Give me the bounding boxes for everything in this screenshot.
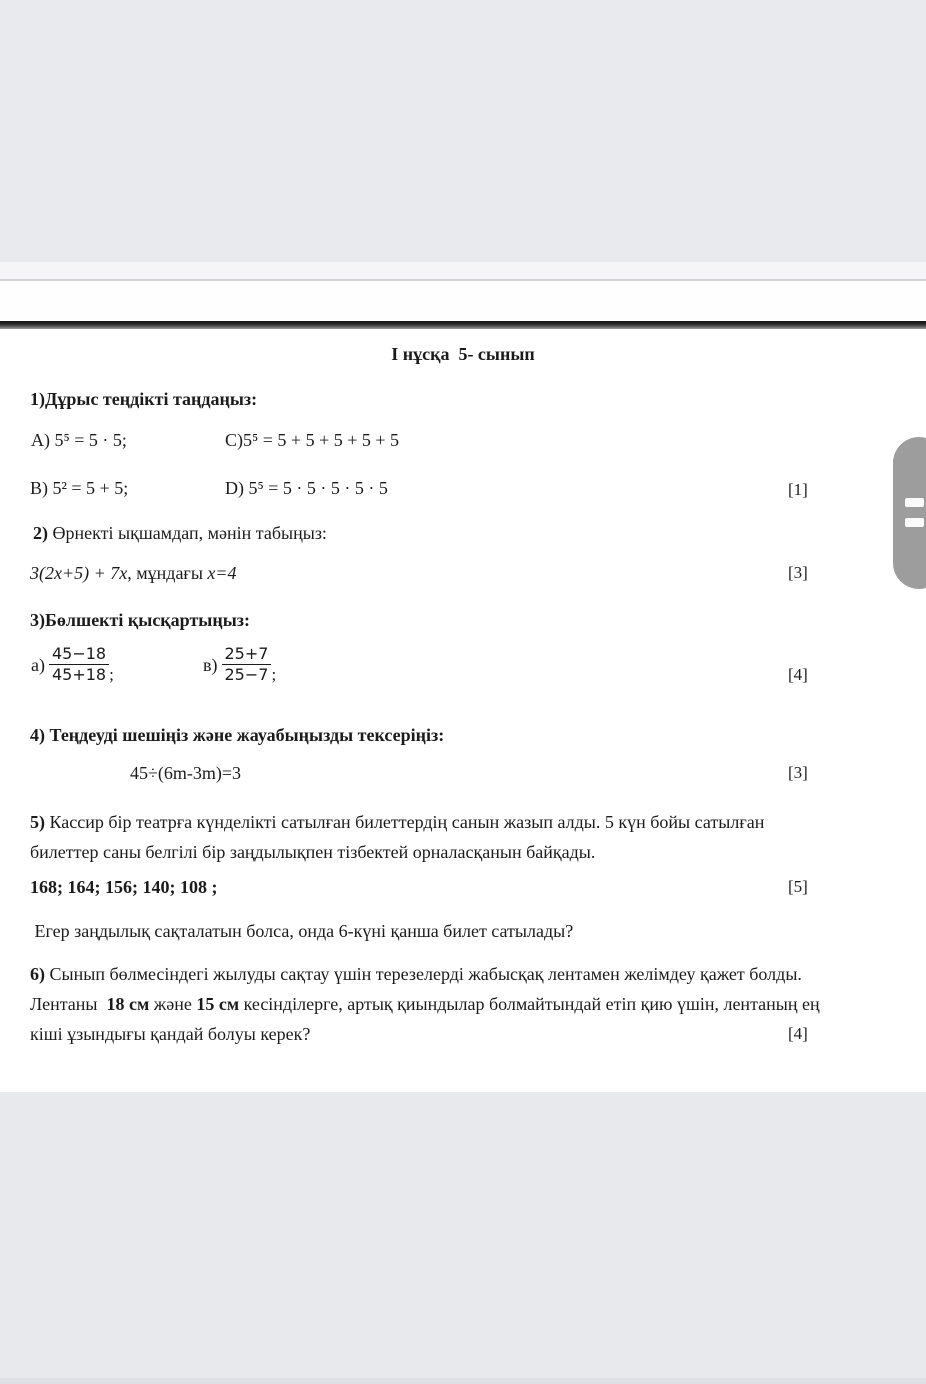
- drag-handle-icon: [905, 498, 924, 507]
- question-6-line2-mid: және: [149, 994, 197, 1014]
- question-4-header: 4) Теңдеуді шешіңіз және жауабыңызды тексеріңіз:: [30, 725, 445, 745]
- option-d-equation: 5⁵ = 5 · 5 · 5 · 5 · 5: [248, 478, 388, 498]
- option-d-label: D): [225, 478, 249, 498]
- fraction-b-numerator: 25+7: [224, 644, 269, 663]
- question-6-score: [4]: [788, 1024, 808, 1043]
- viewer-background-bottom: [0, 1092, 926, 1384]
- fraction-a-denominator: 45+18: [49, 664, 109, 685]
- question-2-number: 2): [33, 523, 48, 543]
- viewer-toolbar-strip: [0, 262, 926, 281]
- question-3-fraction-a: [31, 644, 114, 685]
- page-edge-bar: [0, 321, 926, 329]
- question-6-text-line3: кіші ұзындығы қандай болуы керек?: [30, 1024, 311, 1044]
- question-6-length-2: 15 см: [196, 994, 240, 1014]
- question-2-score: [3]: [788, 563, 808, 582]
- document-page: [0, 329, 926, 1092]
- question-1-header: 1)Дұрыс теңдікті таңдаңыз:: [30, 389, 258, 409]
- question-5-question: Егер заңдылық сақталатын болса, онда 6-күні қанша билет сатылады?: [30, 921, 574, 941]
- expression-mid: , мұндағы: [127, 563, 208, 583]
- question-6-line2-pre: Лентаны: [30, 994, 107, 1014]
- expression-part: 3(2x+5) + 7x: [30, 563, 128, 583]
- option-a-equation: 5⁵ = 5 · 5;: [54, 430, 127, 450]
- expression-value: x=4: [207, 563, 237, 583]
- viewer-bottom-edge: [0, 1378, 926, 1384]
- question-5-text-line1: [30, 811, 880, 833]
- question-1-option-a: [31, 429, 127, 451]
- question-2-header-text: Өрнекті ықшамдап, мәнін табыңыз:: [48, 523, 327, 543]
- question-1-option-d: [225, 477, 388, 499]
- drag-handle-icon: [905, 518, 924, 527]
- question-6-length-1: 18 см: [106, 994, 150, 1014]
- question-2-header: [33, 522, 327, 544]
- question-5-score: [5]: [788, 877, 808, 896]
- option-a-label: A): [31, 430, 55, 450]
- page-top-margin: [0, 281, 926, 321]
- fraction-b-label: в): [203, 654, 218, 675]
- question-4-score: [3]: [788, 763, 808, 782]
- fraction-a-numerator: 45−18: [51, 644, 107, 663]
- scroll-handle[interactable]: [893, 437, 926, 589]
- question-5-text-line2: билеттер саны белгілі бір заңдылықпен тізбектей орналасқанын байқады.: [30, 842, 596, 862]
- question-6-line1-text: Сынып бөлмесіндегі жылуды сақтау үшін терезелерді жабысқақ лентамен желімдеу қажет болды.: [45, 964, 802, 984]
- question-6-text-line1: [30, 963, 900, 985]
- question-5-sequence: 168; 164; 156; 140; 108 ;: [30, 877, 218, 897]
- question-4-equation: 45÷(6m-3m)=3: [130, 763, 242, 783]
- question-2-expression: [30, 562, 237, 584]
- fraction-a-label: а): [31, 654, 45, 675]
- fraction-b-punct: ;: [271, 665, 277, 684]
- question-1-score: [1]: [788, 480, 808, 499]
- question-6-text-line2: [30, 993, 900, 1015]
- question-5-line1-text: Кассир бір театрға күнделікті сатылған билеттердің санын жазып алды. 5 күн бойы сатылған: [45, 812, 765, 832]
- question-5-number: 5): [30, 812, 45, 832]
- document-title: І нұсқа 5- сынып: [391, 344, 535, 364]
- option-b-label: B): [30, 478, 53, 498]
- fraction-a-punct: ;: [109, 665, 114, 684]
- question-6-number: 6): [30, 964, 45, 984]
- question-3-header: 3)Бөлшекті қысқартыңыз:: [30, 610, 250, 630]
- fraction-b: [222, 644, 272, 685]
- question-1-option-c: [225, 429, 399, 451]
- option-c-equation: 5⁵ = 5 + 5 + 5 + 5 + 5: [243, 430, 400, 450]
- option-c-label: C): [225, 430, 243, 450]
- viewer-background-top: [0, 0, 926, 262]
- question-3-fraction-b: [203, 644, 276, 685]
- option-b-equation: 5² = 5 + 5;: [52, 478, 129, 498]
- question-1-option-b: [30, 477, 128, 499]
- question-6-line2-post: кесінділерге, артық қиындылар болмайтындай етіп қию үшін, лентаның ең: [239, 994, 820, 1014]
- fraction-b-denominator: 25−7: [222, 664, 272, 685]
- question-3-score: [4]: [788, 665, 808, 684]
- fraction-a: [49, 644, 109, 685]
